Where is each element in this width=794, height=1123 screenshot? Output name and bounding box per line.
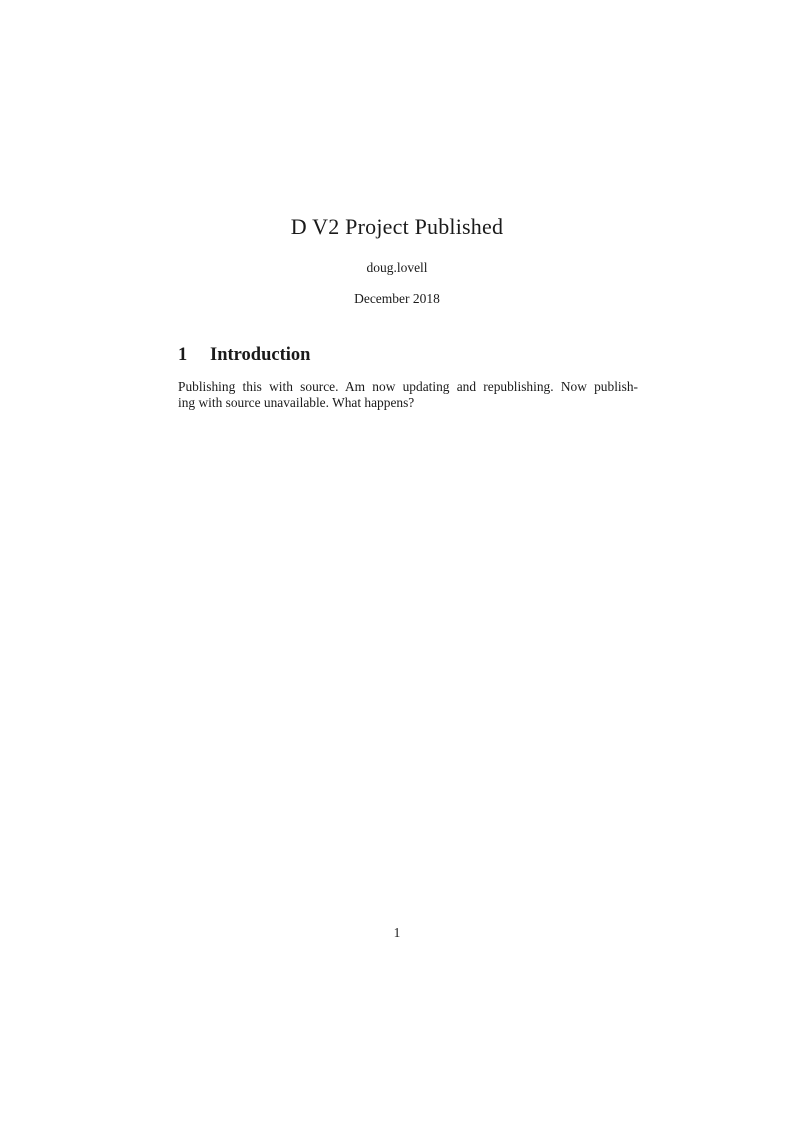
section-number: 1: [178, 345, 188, 365]
page-number: 1: [393, 925, 401, 940]
section-heading: [178, 344, 638, 366]
section-title: Introduction: [210, 345, 311, 365]
paragraph-line-2: ing with source unavailable. What happens?: [178, 395, 415, 411]
document-title: D V2 Project Published: [290, 214, 504, 239]
paragraph-line-1: Publishing this with source. Am now updating and republishing. Now publish-: [178, 379, 638, 394]
title-block: [0, 214, 794, 240]
body-paragraph: [178, 379, 638, 412]
document-author: doug.lovell: [366, 260, 428, 275]
document-date: December 2018: [354, 291, 440, 306]
